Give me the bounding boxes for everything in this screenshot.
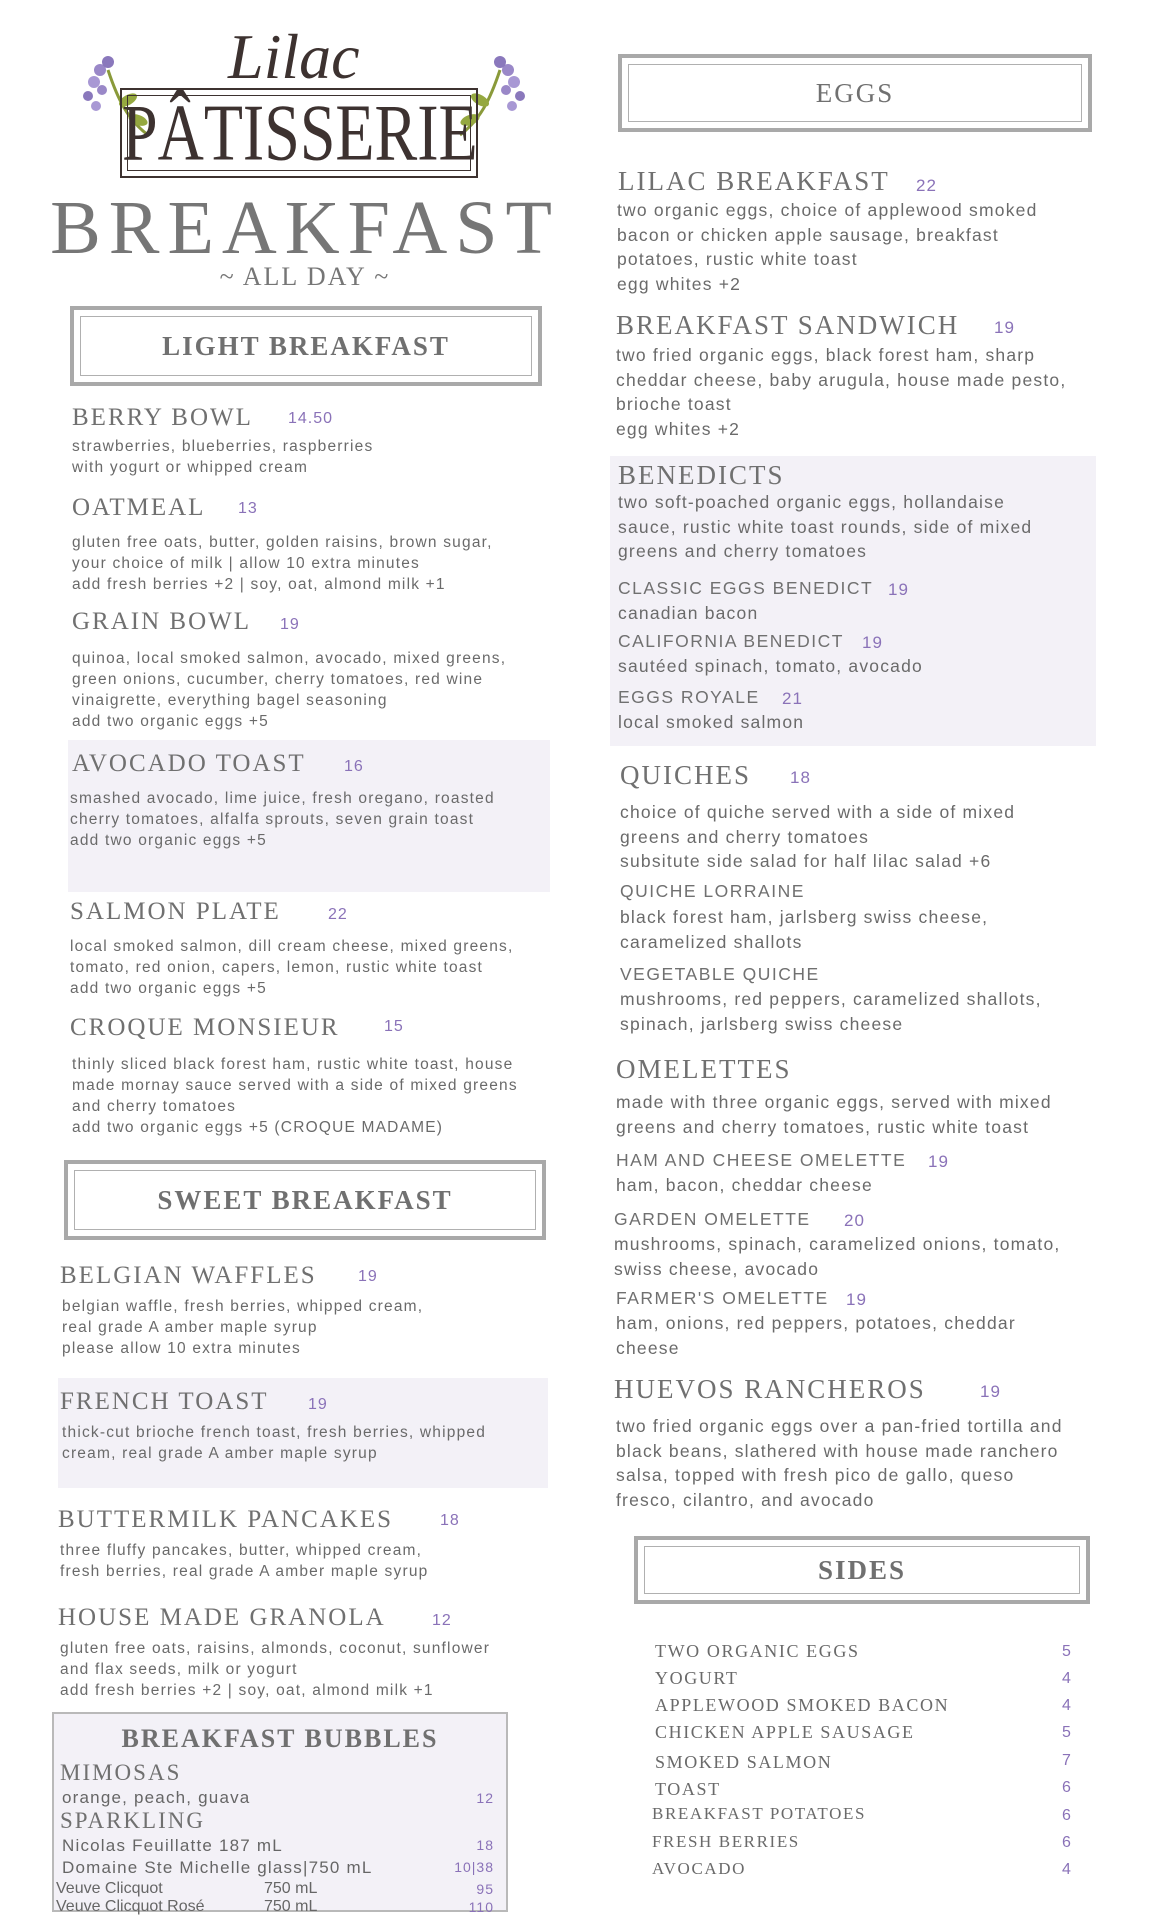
item-description: canadian bacon (618, 603, 759, 623)
section-title: LIGHT BREAKFAST (162, 330, 450, 361)
logo-frame (120, 88, 478, 178)
page-title: BREAKFAST (50, 186, 560, 270)
sub-item-name: EGGS ROYALE (618, 687, 760, 707)
section-title: SIDES (817, 1554, 907, 1585)
item-price: 19 (994, 318, 1015, 337)
item-price: 110 (468, 1899, 494, 1915)
section-title: SWEET BREAKFAST (157, 1184, 453, 1215)
item-name: AVOCADO TOAST (72, 750, 306, 777)
page-subtitle: ~ ALL DAY ~ (219, 262, 391, 291)
sub-item-name: GARDEN OMELETTE (614, 1209, 811, 1229)
item-name: CROQUE MONSIEUR (70, 1014, 340, 1041)
side-item-name: TWO ORGANIC EGGS (655, 1641, 860, 1661)
item-price: 18 (440, 1512, 460, 1529)
section-header-light-breakfast (70, 306, 542, 386)
sub-item-name: VEGETABLE QUICHE (620, 964, 820, 984)
item-price: 4 (1062, 1670, 1072, 1687)
item-price: 18 (476, 1837, 494, 1853)
logo (78, 10, 528, 180)
item-price: 19 (862, 633, 883, 652)
logo-script: Lilac (228, 21, 360, 92)
item-name: BUTTERMILK PANCAKES (58, 1506, 394, 1533)
item-description: local smoked salmon (618, 712, 805, 732)
item-price: 13 (238, 500, 258, 517)
item-description: quinoa, local smoked salmon, avocado, mixed greens, green onions, cucumber, cherry tomatoes, red wine vinaigrette, everything bagel seasoning add two organic eggs +5 (72, 650, 507, 730)
side-item-name: FRESH BERRIES (652, 1832, 800, 1851)
item-description: gluten free oats, butter, golden raisins, brown sugar, your choice of milk | allow 10 extra minutes add fresh berries +2 | soy, oat, almond milk +1 (72, 534, 493, 593)
item-description: two fried organic eggs over a pan-fried tortilla and black beans, slathered with house made ranchero salsa, topped with fresh pico de gallo, queso fresco, cilantro, and avocado (616, 1416, 1063, 1510)
item-price: 20 (844, 1211, 865, 1230)
side-item-name: SMOKED SALMON (655, 1752, 833, 1772)
item-description: mushrooms, spinach, caramelized onions, tomato, swiss cheese, avocado (614, 1234, 1061, 1279)
item-description: sautéed spinach, tomato, avocado (618, 656, 923, 676)
item-name: QUICHES (620, 760, 752, 790)
side-item-name: AVOCADO (652, 1859, 747, 1878)
item-price: 95 (476, 1881, 494, 1897)
item-description: two soft-poached organic eggs, hollandaise sauce, rustic white toast rounds, side of mixed greens and cherry tomatoes (618, 492, 1033, 561)
item-price: 5 (1062, 1643, 1072, 1660)
item-description: gluten free oats, raisins, almonds, coconut, sunflower and flax seeds, milk or yogurt add fresh berries +2 | soy, oat, almond milk +1 (60, 1640, 491, 1699)
bubbles-item: Nicolas Feuillatte 187 mL (62, 1836, 283, 1855)
item-name: HOUSE MADE GRANOLA (58, 1604, 386, 1631)
item-price: 6 (1062, 1834, 1072, 1851)
item-description: ham, onions, red peppers, potatoes, cheddar cheese (616, 1313, 1016, 1358)
item-price: 12 (432, 1612, 452, 1629)
bubbles-item: Domaine Ste Michelle glass|750 mL (62, 1858, 373, 1877)
item-name: SALMON PLATE (70, 898, 281, 925)
item-price: 10|38 (454, 1859, 494, 1875)
item-name: LILAC BREAKFAST (618, 166, 890, 196)
item-price: 18 (790, 768, 811, 787)
item-name: HUEVOS RANCHEROS (614, 1374, 926, 1404)
logo-word: PÂTISSERIE (122, 88, 478, 177)
bubbles-category: SPARKLING (60, 1808, 205, 1833)
item-price: 22 (328, 906, 348, 923)
item-price: 19 (928, 1152, 949, 1171)
item-name: BERRY BOWL (72, 404, 253, 431)
side-item-name: APPLEWOOD SMOKED BACON (655, 1695, 950, 1715)
item-price: 19 (846, 1290, 867, 1309)
sub-item-name: CALIFORNIA BENEDICT (618, 631, 844, 651)
bubbles-size: 750 mL (264, 1880, 318, 1897)
item-name: OATMEAL (72, 494, 206, 521)
section-header-sweet-breakfast (64, 1160, 546, 1240)
section-header-sides (634, 1536, 1090, 1604)
bubbles-panel (52, 1712, 508, 1915)
side-item-name: CHICKEN APPLE SAUSAGE (655, 1722, 915, 1742)
item-description: choice of quiche served with a side of mixed greens and cherry tomatoes subsitute side salad for half lilac salad +6 (620, 802, 1016, 871)
side-item-name: TOAST (655, 1779, 721, 1799)
item-name: BELGIAN WAFFLES (60, 1262, 317, 1289)
item-description: belgian waffle, fresh berries, whipped cream, real grade A amber maple syrup please allow 10 extra minutes (62, 1298, 424, 1357)
bubbles-item: orange, peach, guava (62, 1788, 251, 1807)
item-price: 6 (1062, 1779, 1072, 1796)
item-price: 6 (1062, 1807, 1072, 1824)
bubbles-item: Veuve Clicquot Rosé (56, 1898, 205, 1915)
item-description: mushrooms, red peppers, caramelized shallots, spinach, jarlsberg swiss cheese (620, 989, 1042, 1034)
sub-item-name: QUICHE LORRAINE (620, 881, 805, 901)
item-description: thick-cut brioche french toast, fresh berries, whipped cream, real grade A amber maple syrup (62, 1424, 487, 1462)
bubbles-category: MIMOSAS (60, 1760, 182, 1785)
item-price: 22 (916, 176, 937, 195)
section-title: EGGS (815, 77, 895, 108)
item-price: 19 (280, 616, 300, 633)
item-price: 5 (1062, 1724, 1072, 1741)
item-price: 7 (1062, 1752, 1072, 1769)
item-name: OMELETTES (616, 1054, 792, 1084)
item-description: made with three organic eggs, served with mixed greens and cherry tomatoes, rustic white toast (616, 1092, 1052, 1137)
sub-item-name: FARMER'S OMELETTE (616, 1288, 829, 1308)
sub-item-name: HAM AND CHEESE OMELETTE (616, 1150, 907, 1170)
item-description: black forest ham, jarlsberg swiss cheese, caramelized shallots (620, 907, 989, 952)
item-description: strawberries, blueberries, raspberries with yogurt or whipped cream (72, 438, 374, 476)
item-name: GRAIN BOWL (72, 608, 252, 635)
item-price: 21 (782, 689, 803, 708)
item-price: 16 (344, 758, 364, 775)
side-item-name: YOGURT (655, 1668, 739, 1688)
item-price: 19 (358, 1268, 378, 1285)
item-description: thinly sliced black forest ham, rustic white toast, house made mornay sauce served with a side of mixed greens and cherry tomatoes add two organic eggs +5 (CROQUE MADAME) (72, 1056, 518, 1136)
item-name: BREAKFAST SANDWICH (616, 310, 960, 340)
bubbles-item: Veuve Clicquot (56, 1880, 163, 1897)
side-item-name: BREAKFAST POTATOES (652, 1804, 867, 1823)
item-description: smashed avocado, lime juice, fresh oregano, roasted cherry tomatoes, alfalfa sprouts, seven grain toast add two organic eggs +5 (70, 790, 495, 849)
item-description: two fried organic eggs, black forest ham, sharp cheddar cheese, baby arugula, house made pesto, brioche toast egg whites +2 (616, 345, 1067, 439)
bubbles-size: 750 mL (264, 1898, 318, 1915)
item-description: local smoked salmon, dill cream cheese, mixed greens, tomato, red onion, capers, lemon, rustic white toast add two organic eggs +5 (70, 938, 514, 997)
item-description: two organic eggs, choice of applewood smoked bacon or chicken apple sausage, breakfast potatoes, rustic white toast egg whites +2 (617, 200, 1038, 294)
item-description: ham, bacon, cheddar cheese (616, 1175, 873, 1195)
item-price: 12 (476, 1790, 494, 1806)
section-title: BREAKFAST BUBBLES (121, 1724, 439, 1753)
sub-item-name: CLASSIC EGGS BENEDICT (618, 578, 874, 598)
item-price: 19 (980, 1382, 1001, 1401)
section-header-eggs (618, 54, 1092, 132)
item-price: 19 (888, 580, 909, 599)
item-price: 14.50 (288, 410, 334, 427)
item-name: BENEDICTS (618, 460, 785, 490)
item-price: 19 (308, 1396, 328, 1413)
item-price: 15 (384, 1018, 404, 1035)
item-description: three fluffy pancakes, butter, whipped cream, fresh berries, real grade A amber maple syrup (60, 1542, 429, 1580)
item-name: FRENCH TOAST (60, 1388, 269, 1415)
item-price: 4 (1062, 1697, 1072, 1714)
item-price: 4 (1062, 1861, 1072, 1878)
